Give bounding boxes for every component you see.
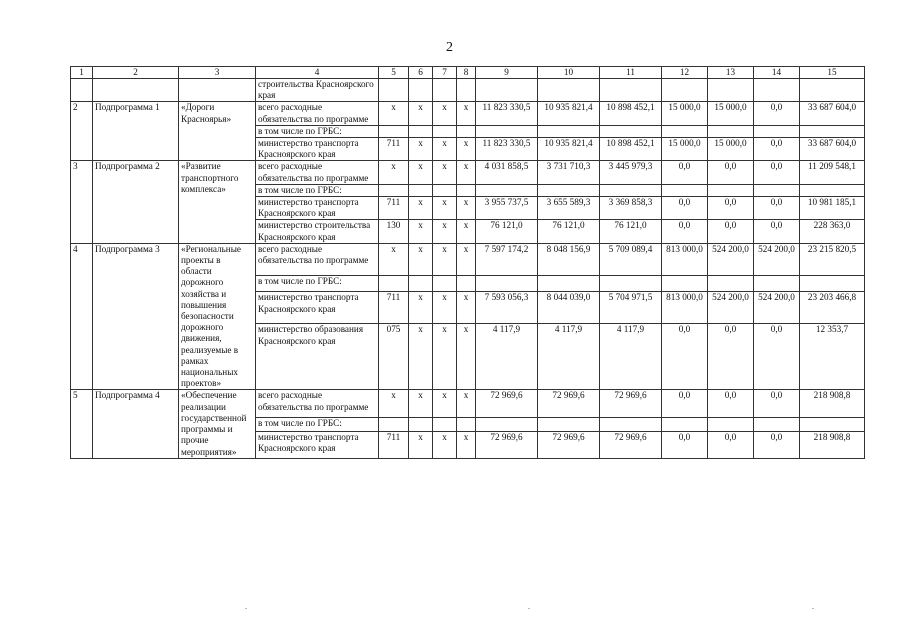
row-number: 4	[71, 243, 93, 390]
value-cell: 15 000,0	[662, 138, 708, 161]
x-cell: х	[409, 431, 433, 458]
table-row	[71, 390, 865, 417]
header-cell: 8	[457, 67, 476, 79]
value-cell: 12 353,7	[800, 324, 865, 390]
value-cell: 4 117,9	[476, 324, 538, 390]
value-cell: 8 044 039,0	[538, 292, 600, 324]
value-cell: 0,0	[754, 431, 800, 458]
ministry-cell: строительства Красноярского края	[256, 79, 379, 102]
value-cell: 5 704 971,5	[600, 292, 662, 324]
value-cell: 72 969,6	[538, 431, 600, 458]
header-cell: 7	[433, 67, 457, 79]
value-cell: 3 369 858,3	[600, 197, 662, 220]
value-cell: 4 031 858,5	[476, 161, 538, 184]
value-cell: 11 209 548,1	[800, 161, 865, 184]
subprogram-title: «Обеспечение реализации государственной программы и прочие мероприятия»	[179, 390, 256, 458]
value-cell: 23 203 466,8	[800, 292, 865, 324]
value-cell: 0,0	[708, 431, 754, 458]
code-cell: х	[379, 102, 409, 125]
grbs-label: в том числе по ГРБС:	[256, 184, 379, 196]
subprogram-name: Подпрограмма 4	[93, 390, 179, 458]
value-cell: 0,0	[662, 431, 708, 458]
value-cell: 11 823 330,5	[476, 138, 538, 161]
value-cell: 524 200,0	[708, 243, 754, 275]
x-cell: х	[409, 102, 433, 125]
x-cell: х	[433, 220, 457, 243]
value-cell: 3 731 710,3	[538, 161, 600, 184]
subprogram-name: Подпрограмма 2	[93, 161, 179, 243]
table-row	[71, 79, 865, 102]
table-row	[71, 243, 865, 275]
header-cell: 6	[409, 67, 433, 79]
grbs-label: в том числе по ГРБС:	[256, 417, 379, 431]
x-cell: х	[433, 102, 457, 125]
value-cell: 0,0	[708, 324, 754, 390]
value-cell: 0,0	[662, 324, 708, 390]
value-cell: 524 200,0	[754, 292, 800, 324]
header-cell: 15	[800, 67, 865, 79]
value-cell: 76 121,0	[600, 220, 662, 243]
header-row	[71, 67, 865, 79]
value-cell: 218 908,8	[800, 431, 865, 458]
x-cell: х	[457, 138, 476, 161]
header-cell: 5	[379, 67, 409, 79]
table-row	[71, 161, 865, 184]
value-cell: 0,0	[754, 161, 800, 184]
header-cell: 9	[476, 67, 538, 79]
grbs-label: в том числе по ГРБС:	[256, 275, 379, 292]
header-cell: 3	[179, 67, 256, 79]
x-cell: х	[433, 161, 457, 184]
x-cell: х	[433, 324, 457, 390]
grbs-label: в том числе по ГРБС:	[256, 125, 379, 137]
value-cell: 5 709 089,4	[600, 243, 662, 275]
value-cell: 0,0	[662, 161, 708, 184]
value-cell: 0,0	[754, 102, 800, 125]
header-cell: 4	[256, 67, 379, 79]
row-number: 3	[71, 161, 93, 243]
x-cell: х	[457, 390, 476, 417]
value-cell: 3 445 979,3	[600, 161, 662, 184]
value-cell: 813 000,0	[662, 243, 708, 275]
value-cell: 11 823 330,5	[476, 102, 538, 125]
value-cell: 0,0	[754, 197, 800, 220]
x-cell: х	[433, 197, 457, 220]
scan-speck	[245, 608, 247, 609]
value-cell: 10 935 821,4	[538, 138, 600, 161]
value-cell: 0,0	[662, 390, 708, 417]
code-cell: 130	[379, 220, 409, 243]
code-cell: 711	[379, 138, 409, 161]
code-cell: 711	[379, 197, 409, 220]
value-cell: 0,0	[708, 197, 754, 220]
x-cell: х	[457, 220, 476, 243]
value-cell: 0,0	[662, 197, 708, 220]
subprogram-title: «Развитие транспортного комплекса»	[179, 161, 256, 243]
x-cell: х	[433, 292, 457, 324]
row-number: 5	[71, 390, 93, 458]
value-cell: 15 000,0	[708, 138, 754, 161]
page-number: 2	[446, 40, 453, 55]
value-cell: 3 955 737,5	[476, 197, 538, 220]
x-cell: х	[457, 102, 476, 125]
total-label: всего расходные обязательства по программе	[256, 243, 379, 275]
subprogram-title: «Региональные проекты в области дорожного хозяйства и повышения безопасности дорожного движения, реализуемые в рамках национальных проектов»	[179, 243, 256, 390]
code-cell: х	[379, 243, 409, 275]
subprogram-name: Подпрограмма 1	[93, 102, 179, 161]
scan-speck	[528, 608, 530, 609]
x-cell: х	[409, 324, 433, 390]
value-cell: 7 597 174,2	[476, 243, 538, 275]
value-cell: 76 121,0	[538, 220, 600, 243]
x-cell: х	[409, 243, 433, 275]
value-cell: 33 687 604,0	[800, 138, 865, 161]
code-cell: 711	[379, 292, 409, 324]
value-cell: 0,0	[708, 220, 754, 243]
x-cell: х	[457, 197, 476, 220]
x-cell: х	[457, 292, 476, 324]
value-cell: 0,0	[754, 138, 800, 161]
value-cell: 23 215 820,5	[800, 243, 865, 275]
value-cell: 524 200,0	[754, 243, 800, 275]
value-cell: 33 687 604,0	[800, 102, 865, 125]
value-cell: 0,0	[708, 390, 754, 417]
code-cell: 075	[379, 324, 409, 390]
value-cell: 15 000,0	[662, 102, 708, 125]
value-cell: 0,0	[708, 161, 754, 184]
value-cell: 8 048 156,9	[538, 243, 600, 275]
value-cell: 72 969,6	[476, 390, 538, 417]
header-cell: 14	[754, 67, 800, 79]
ministry-cell: министерство образования Красноярского края	[256, 324, 379, 390]
total-label: всего расходные обязательства по программе	[256, 390, 379, 417]
value-cell: 524 200,0	[708, 292, 754, 324]
code-cell: 711	[379, 431, 409, 458]
ministry-cell: министерство транспорта Красноярского края	[256, 138, 379, 161]
value-cell: 10 898 452,1	[600, 102, 662, 125]
value-cell: 0,0	[662, 220, 708, 243]
value-cell: 7 593 056,3	[476, 292, 538, 324]
x-cell: х	[409, 220, 433, 243]
header-cell: 2	[93, 67, 179, 79]
ministry-cell: министерство транспорта Красноярского края	[256, 197, 379, 220]
x-cell: х	[433, 243, 457, 275]
subprogram-title: «Дороги Красноярья»	[179, 102, 256, 161]
value-cell: 0,0	[754, 390, 800, 417]
code-cell: х	[379, 390, 409, 417]
x-cell: х	[433, 390, 457, 417]
x-cell: х	[409, 292, 433, 324]
x-cell: х	[433, 138, 457, 161]
x-cell: х	[457, 324, 476, 390]
table-row	[71, 102, 865, 125]
x-cell: х	[409, 390, 433, 417]
x-cell: х	[457, 161, 476, 184]
total-label: всего расходные обязательства по программе	[256, 161, 379, 184]
total-label: всего расходные обязательства по программе	[256, 102, 379, 125]
x-cell: х	[409, 138, 433, 161]
value-cell: 72 969,6	[476, 431, 538, 458]
header-cell: 13	[708, 67, 754, 79]
value-cell: 0,0	[754, 220, 800, 243]
code-cell: х	[379, 161, 409, 184]
header-cell: 12	[662, 67, 708, 79]
budget-table	[70, 66, 865, 459]
scan-speck	[812, 608, 814, 609]
x-cell: х	[409, 161, 433, 184]
x-cell: х	[409, 197, 433, 220]
value-cell: 76 121,0	[476, 220, 538, 243]
value-cell: 72 969,6	[600, 390, 662, 417]
x-cell: х	[433, 431, 457, 458]
x-cell: х	[457, 243, 476, 275]
value-cell: 10 935 821,4	[538, 102, 600, 125]
header-cell: 11	[600, 67, 662, 79]
subprogram-name: Подпрограмма 3	[93, 243, 179, 390]
header-cell: 10	[538, 67, 600, 79]
value-cell: 228 363,0	[800, 220, 865, 243]
value-cell: 3 655 589,3	[538, 197, 600, 220]
row-number: 2	[71, 102, 93, 161]
value-cell: 0,0	[754, 324, 800, 390]
value-cell: 72 969,6	[538, 390, 600, 417]
value-cell: 15 000,0	[708, 102, 754, 125]
x-cell: х	[457, 431, 476, 458]
value-cell: 4 117,9	[600, 324, 662, 390]
value-cell: 10 898 452,1	[600, 138, 662, 161]
value-cell: 10 981 185,1	[800, 197, 865, 220]
ministry-cell: министерство транспорта Красноярского края	[256, 292, 379, 324]
value-cell: 72 969,6	[600, 431, 662, 458]
header-cell: 1	[71, 67, 93, 79]
ministry-cell: министерство строительства Красноярского края	[256, 220, 379, 243]
value-cell: 813 000,0	[662, 292, 708, 324]
value-cell: 4 117,9	[538, 324, 600, 390]
value-cell: 218 908,8	[800, 390, 865, 417]
ministry-cell: министерство транспорта Красноярского края	[256, 431, 379, 458]
